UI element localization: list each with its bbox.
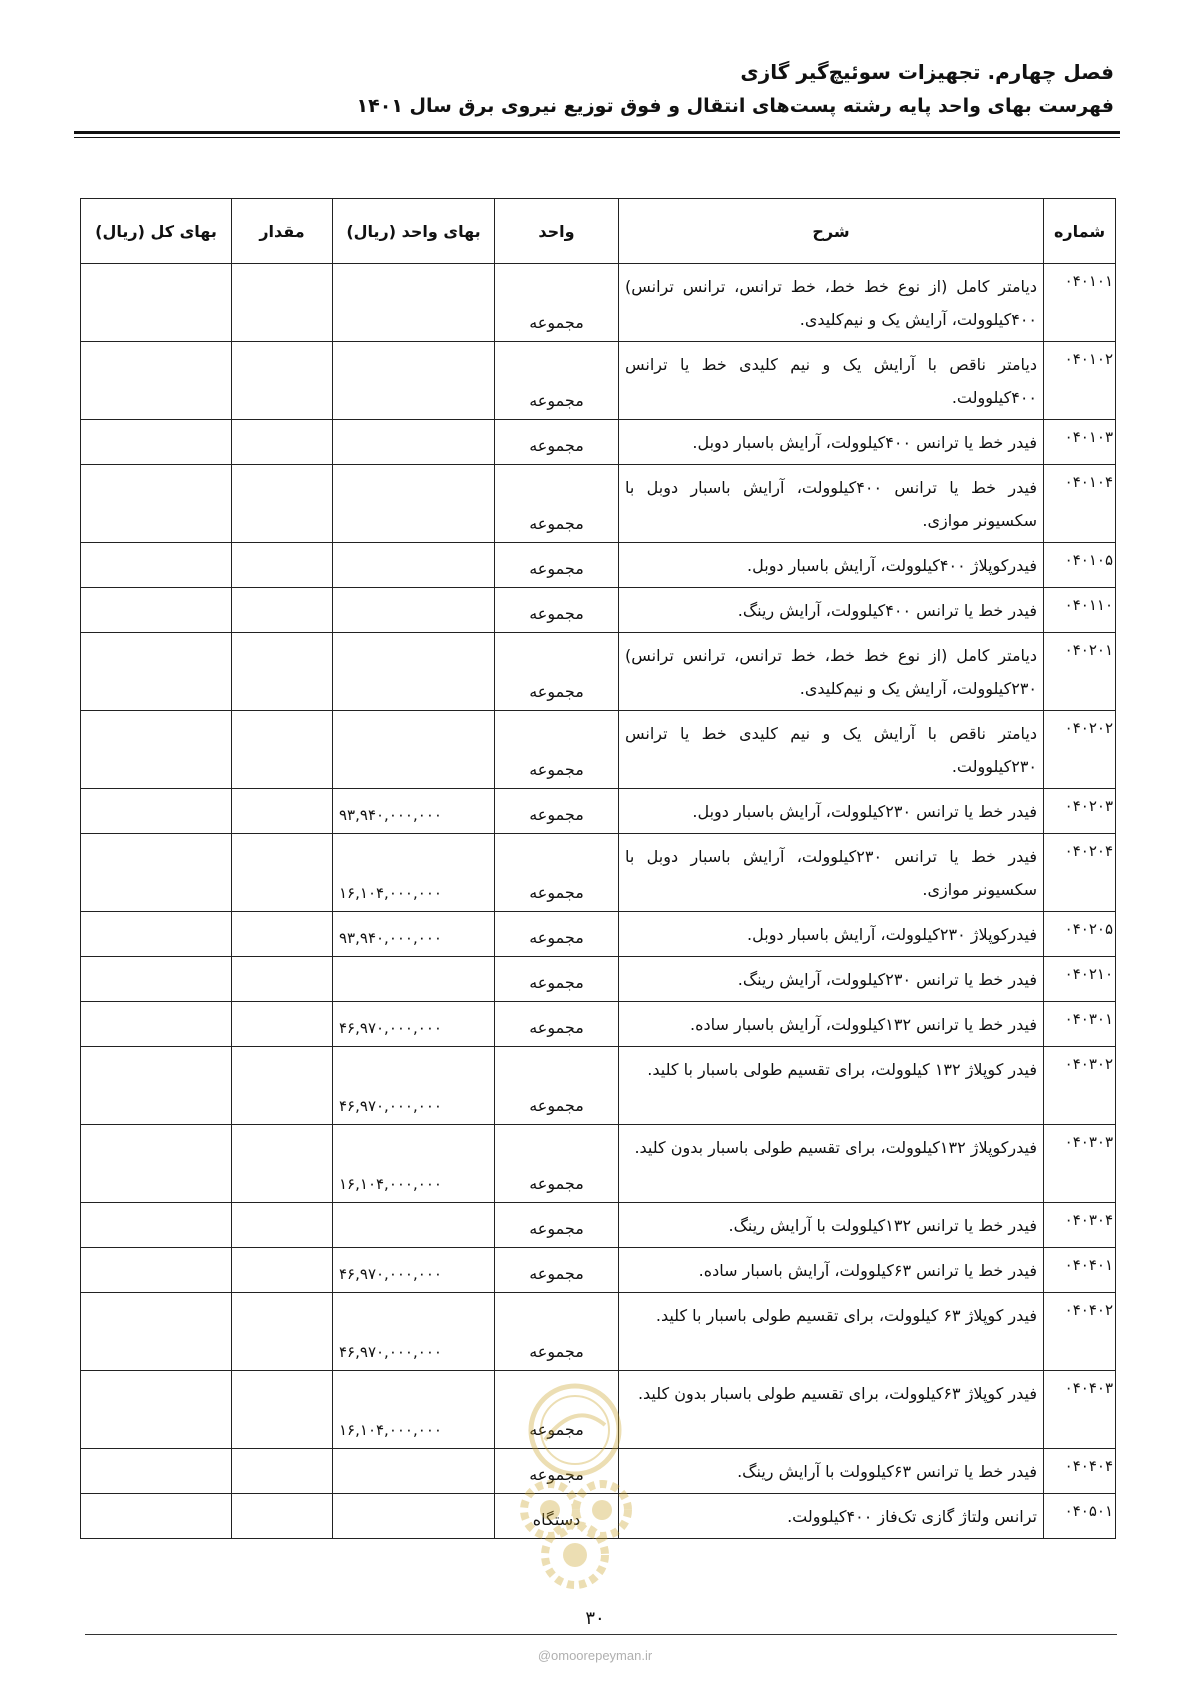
item-total-price bbox=[81, 1293, 232, 1371]
item-unit: مجموعه bbox=[495, 588, 619, 633]
item-total-price bbox=[81, 264, 232, 342]
item-total-price bbox=[81, 1002, 232, 1047]
item-number: ۰۴۰۱۰۴ bbox=[1044, 465, 1116, 543]
item-quantity bbox=[232, 1125, 333, 1203]
item-number: ۰۴۰۲۰۲ bbox=[1044, 711, 1116, 789]
item-description: فیدر خط یا ترانس ۴۰۰کیلوولت، آرایش باسبار دوبل. bbox=[619, 420, 1044, 465]
item-total-price bbox=[81, 1248, 232, 1293]
item-quantity bbox=[232, 789, 333, 834]
item-description: دیامتر ناقص با آرایش یک و نیم کلیدی خط یا ترانس ۲۳۰کیلوولت. bbox=[619, 711, 1044, 789]
item-quantity bbox=[232, 957, 333, 1002]
item-number: ۰۴۰۴۰۲ bbox=[1044, 1293, 1116, 1371]
item-unit: مجموعه bbox=[495, 1125, 619, 1203]
item-unit-price bbox=[333, 420, 495, 465]
item-quantity bbox=[232, 834, 333, 912]
item-unit-price: ۴۶,۹۷۰,۰۰۰,۰۰۰ bbox=[333, 1248, 495, 1293]
item-number: ۰۴۰۳۰۱ bbox=[1044, 1002, 1116, 1047]
table-row bbox=[81, 264, 1116, 342]
item-total-price bbox=[81, 543, 232, 588]
item-quantity bbox=[232, 1248, 333, 1293]
item-quantity bbox=[232, 1203, 333, 1248]
header-quantity: مقدار bbox=[232, 199, 333, 264]
item-description: فیدرکوپلاژ ۴۰۰کیلوولت، آرایش باسبار دوبل. bbox=[619, 543, 1044, 588]
item-quantity bbox=[232, 1371, 333, 1449]
table-row bbox=[81, 465, 1116, 543]
item-total-price bbox=[81, 465, 232, 543]
item-quantity bbox=[232, 711, 333, 789]
item-quantity bbox=[232, 1293, 333, 1371]
item-description: ترانس ولتاژ گازی تک‌فاز ۴۰۰کیلوولت. bbox=[619, 1494, 1044, 1539]
item-quantity bbox=[232, 633, 333, 711]
item-total-price bbox=[81, 912, 232, 957]
header-rule-thin bbox=[74, 137, 1120, 138]
item-unit: مجموعه bbox=[495, 1293, 619, 1371]
item-description: دیامتر کامل (از نوع خط خط، خط ترانس، ترانس ترانس) ۴۰۰کیلوولت، آرایش یک و نیم‌کلیدی. bbox=[619, 264, 1044, 342]
item-unit-price: ۱۶,۱۰۴,۰۰۰,۰۰۰ bbox=[333, 1125, 495, 1203]
header-unit-price: بهای واحد (ریال) bbox=[333, 199, 495, 264]
item-number: ۰۴۰۱۱۰ bbox=[1044, 588, 1116, 633]
item-description: فیدر خط یا ترانس ۶۳کیلوولت با آرایش رینگ. bbox=[619, 1449, 1044, 1494]
item-unit-price: ۹۳,۹۴۰,۰۰۰,۰۰۰ bbox=[333, 912, 495, 957]
item-unit: مجموعه bbox=[495, 633, 619, 711]
watermark-text: @omoorepeyman.ir bbox=[537, 1648, 653, 1663]
table-row bbox=[81, 420, 1116, 465]
item-unit: مجموعه bbox=[495, 957, 619, 1002]
table-row bbox=[81, 588, 1116, 633]
item-total-price bbox=[81, 834, 232, 912]
item-number: ۰۴۰۲۰۱ bbox=[1044, 633, 1116, 711]
item-description: فیدر خط یا ترانس ۲۳۰کیلوولت، آرایش باسبار دوبل. bbox=[619, 789, 1044, 834]
item-unit: مجموعه bbox=[495, 342, 619, 420]
item-unit: مجموعه bbox=[495, 789, 619, 834]
item-unit: مجموعه bbox=[495, 543, 619, 588]
item-description: فیدر خط یا ترانس ۱۳۲کیلوولت با آرایش رینگ. bbox=[619, 1203, 1044, 1248]
item-description: فیدر خط یا ترانس ۲۳۰کیلوولت، آرایش رینگ. bbox=[619, 957, 1044, 1002]
item-total-price bbox=[81, 789, 232, 834]
item-total-price bbox=[81, 420, 232, 465]
item-unit-price bbox=[333, 543, 495, 588]
item-description: فیدر خط یا ترانس ۶۳کیلوولت، آرایش باسبار ساده. bbox=[619, 1248, 1044, 1293]
item-number: ۰۴۰۲۱۰ bbox=[1044, 957, 1116, 1002]
item-description: فیدر خط یا ترانس ۲۳۰کیلوولت، آرایش باسبار دوبل با سکسیونر موازی. bbox=[619, 834, 1044, 912]
item-description: فیدر خط یا ترانس ۴۰۰کیلوولت، آرایش رینگ. bbox=[619, 588, 1044, 633]
item-unit-price: ۴۶,۹۷۰,۰۰۰,۰۰۰ bbox=[333, 1047, 495, 1125]
item-quantity bbox=[232, 588, 333, 633]
item-description: فیدرکوپلاژ ۱۳۲کیلوولت، برای تقسیم طولی باسبار بدون کلید. bbox=[619, 1125, 1044, 1203]
table-row bbox=[81, 1002, 1116, 1047]
item-unit-price bbox=[333, 711, 495, 789]
header-description: شرح bbox=[619, 199, 1044, 264]
item-total-price bbox=[81, 711, 232, 789]
item-total-price bbox=[81, 342, 232, 420]
header-unit: واحد bbox=[495, 199, 619, 264]
company-seal-icon bbox=[505, 1380, 645, 1600]
item-unit-price: ۹۳,۹۴۰,۰۰۰,۰۰۰ bbox=[333, 789, 495, 834]
item-unit: دستگاه bbox=[495, 1494, 619, 1539]
item-total-price bbox=[81, 633, 232, 711]
item-description: فیدر خط یا ترانس ۴۰۰کیلوولت، آرایش باسبار دوبل با سکسیونر موازی. bbox=[619, 465, 1044, 543]
item-unit: مجموعه bbox=[495, 264, 619, 342]
item-number: ۰۴۰۱۰۵ bbox=[1044, 543, 1116, 588]
item-description: دیامتر ناقص با آرایش یک و نیم کلیدی خط یا ترانس ۴۰۰کیلوولت. bbox=[619, 342, 1044, 420]
item-quantity bbox=[232, 912, 333, 957]
item-number: ۰۴۰۲۰۴ bbox=[1044, 834, 1116, 912]
table-row bbox=[81, 711, 1116, 789]
table-row bbox=[81, 1293, 1116, 1371]
table-row bbox=[81, 1248, 1116, 1293]
item-quantity bbox=[232, 1002, 333, 1047]
table-row bbox=[81, 912, 1116, 957]
header-total-price: بهای کل (ریال) bbox=[81, 199, 232, 264]
item-total-price bbox=[81, 1047, 232, 1125]
item-unit: مجموعه bbox=[495, 1002, 619, 1047]
item-total-price bbox=[81, 588, 232, 633]
table-row bbox=[81, 543, 1116, 588]
item-quantity bbox=[232, 465, 333, 543]
item-total-price bbox=[81, 1494, 232, 1539]
item-unit: مجموعه bbox=[495, 912, 619, 957]
item-unit-price bbox=[333, 633, 495, 711]
item-unit-price bbox=[333, 342, 495, 420]
item-unit-price bbox=[333, 1494, 495, 1539]
item-quantity bbox=[232, 1494, 333, 1539]
item-description: فیدر خط یا ترانس ۱۳۲کیلوولت، آرایش باسبار ساده. bbox=[619, 1002, 1044, 1047]
item-total-price bbox=[81, 957, 232, 1002]
item-total-price bbox=[81, 1371, 232, 1449]
item-unit: مجموعه bbox=[495, 1371, 619, 1449]
item-number: ۰۴۰۱۰۱ bbox=[1044, 264, 1116, 342]
item-number: ۰۴۰۱۰۲ bbox=[1044, 342, 1116, 420]
item-number: ۰۴۰۲۰۳ bbox=[1044, 789, 1116, 834]
table-row bbox=[81, 957, 1116, 1002]
table-row bbox=[81, 342, 1116, 420]
item-total-price bbox=[81, 1203, 232, 1248]
price-list-table bbox=[80, 198, 1116, 1539]
item-quantity bbox=[232, 264, 333, 342]
item-unit-price bbox=[333, 465, 495, 543]
table-row bbox=[81, 633, 1116, 711]
chapter-title: فصل چهارم. تجهیزات سوئیچ‌گیر گازی bbox=[740, 60, 1114, 84]
table-row bbox=[81, 1125, 1116, 1203]
header-number: شماره bbox=[1044, 199, 1116, 264]
item-total-price bbox=[81, 1449, 232, 1494]
table-row bbox=[81, 1047, 1116, 1125]
table-row bbox=[81, 834, 1116, 912]
table-row bbox=[81, 1203, 1116, 1248]
item-unit: مجموعه bbox=[495, 1203, 619, 1248]
item-unit-price bbox=[333, 588, 495, 633]
item-quantity bbox=[232, 342, 333, 420]
item-unit-price: ۴۶,۹۷۰,۰۰۰,۰۰۰ bbox=[333, 1293, 495, 1371]
item-number: ۰۴۰۳۰۳ bbox=[1044, 1125, 1116, 1203]
item-number: ۰۴۰۱۰۳ bbox=[1044, 420, 1116, 465]
item-unit: مجموعه bbox=[495, 1449, 619, 1494]
item-quantity bbox=[232, 1047, 333, 1125]
item-quantity bbox=[232, 543, 333, 588]
item-unit: مجموعه bbox=[495, 1248, 619, 1293]
page-header bbox=[76, 54, 1114, 122]
item-number: ۰۴۰۲۰۵ bbox=[1044, 912, 1116, 957]
table-header-row bbox=[81, 199, 1116, 264]
item-unit: مجموعه bbox=[495, 1047, 619, 1125]
item-number: ۰۴۰۴۰۱ bbox=[1044, 1248, 1116, 1293]
item-number: ۰۴۰۴۰۴ bbox=[1044, 1449, 1116, 1494]
item-description: فیدر کوپلاژ ۱۳۲ کیلوولت، برای تقسیم طولی باسبار با کلید. bbox=[619, 1047, 1044, 1125]
item-description: فیدر کوپلاژ ۶۳ کیلوولت، برای تقسیم طولی باسبار با کلید. bbox=[619, 1293, 1044, 1371]
item-description: دیامتر کامل (از نوع خط خط، خط ترانس، ترانس ترانس) ۲۳۰کیلوولت، آرایش یک و نیم‌کلیدی. bbox=[619, 633, 1044, 711]
item-unit-price: ۴۶,۹۷۰,۰۰۰,۰۰۰ bbox=[333, 1002, 495, 1047]
item-unit-price bbox=[333, 1449, 495, 1494]
item-unit-price bbox=[333, 1203, 495, 1248]
item-number: ۰۴۰۳۰۲ bbox=[1044, 1047, 1116, 1125]
item-unit: مجموعه bbox=[495, 834, 619, 912]
footer-rule bbox=[85, 1634, 1117, 1635]
header-rule-thick bbox=[74, 131, 1120, 134]
item-unit-price bbox=[333, 264, 495, 342]
item-unit: مجموعه bbox=[495, 465, 619, 543]
item-total-price bbox=[81, 1125, 232, 1203]
item-number: ۰۴۰۴۰۳ bbox=[1044, 1371, 1116, 1449]
item-unit: مجموعه bbox=[495, 420, 619, 465]
item-unit-price: ۱۶,۱۰۴,۰۰۰,۰۰۰ bbox=[333, 1371, 495, 1449]
item-unit-price: ۱۶,۱۰۴,۰۰۰,۰۰۰ bbox=[333, 834, 495, 912]
item-unit: مجموعه bbox=[495, 711, 619, 789]
table-row bbox=[81, 789, 1116, 834]
item-unit-price bbox=[333, 957, 495, 1002]
item-description: فیدرکوپلاژ ۲۳۰کیلوولت، آرایش باسبار دوبل. bbox=[619, 912, 1044, 957]
document-subtitle: فهرست بهای واحد پایه رشته پست‌های انتقال و فوق توزیع نیروی برق سال ۱۴۰۱ bbox=[356, 95, 1114, 117]
item-number: ۰۴۰۳۰۴ bbox=[1044, 1203, 1116, 1248]
item-quantity bbox=[232, 1449, 333, 1494]
item-description: فیدر کوپلاژ ۶۳کیلوولت، برای تقسیم طولی باسبار بدون کلید. bbox=[619, 1371, 1044, 1449]
item-number: ۰۴۰۵۰۱ bbox=[1044, 1494, 1116, 1539]
item-quantity bbox=[232, 420, 333, 465]
page-number: ۳۰ bbox=[585, 1608, 605, 1629]
